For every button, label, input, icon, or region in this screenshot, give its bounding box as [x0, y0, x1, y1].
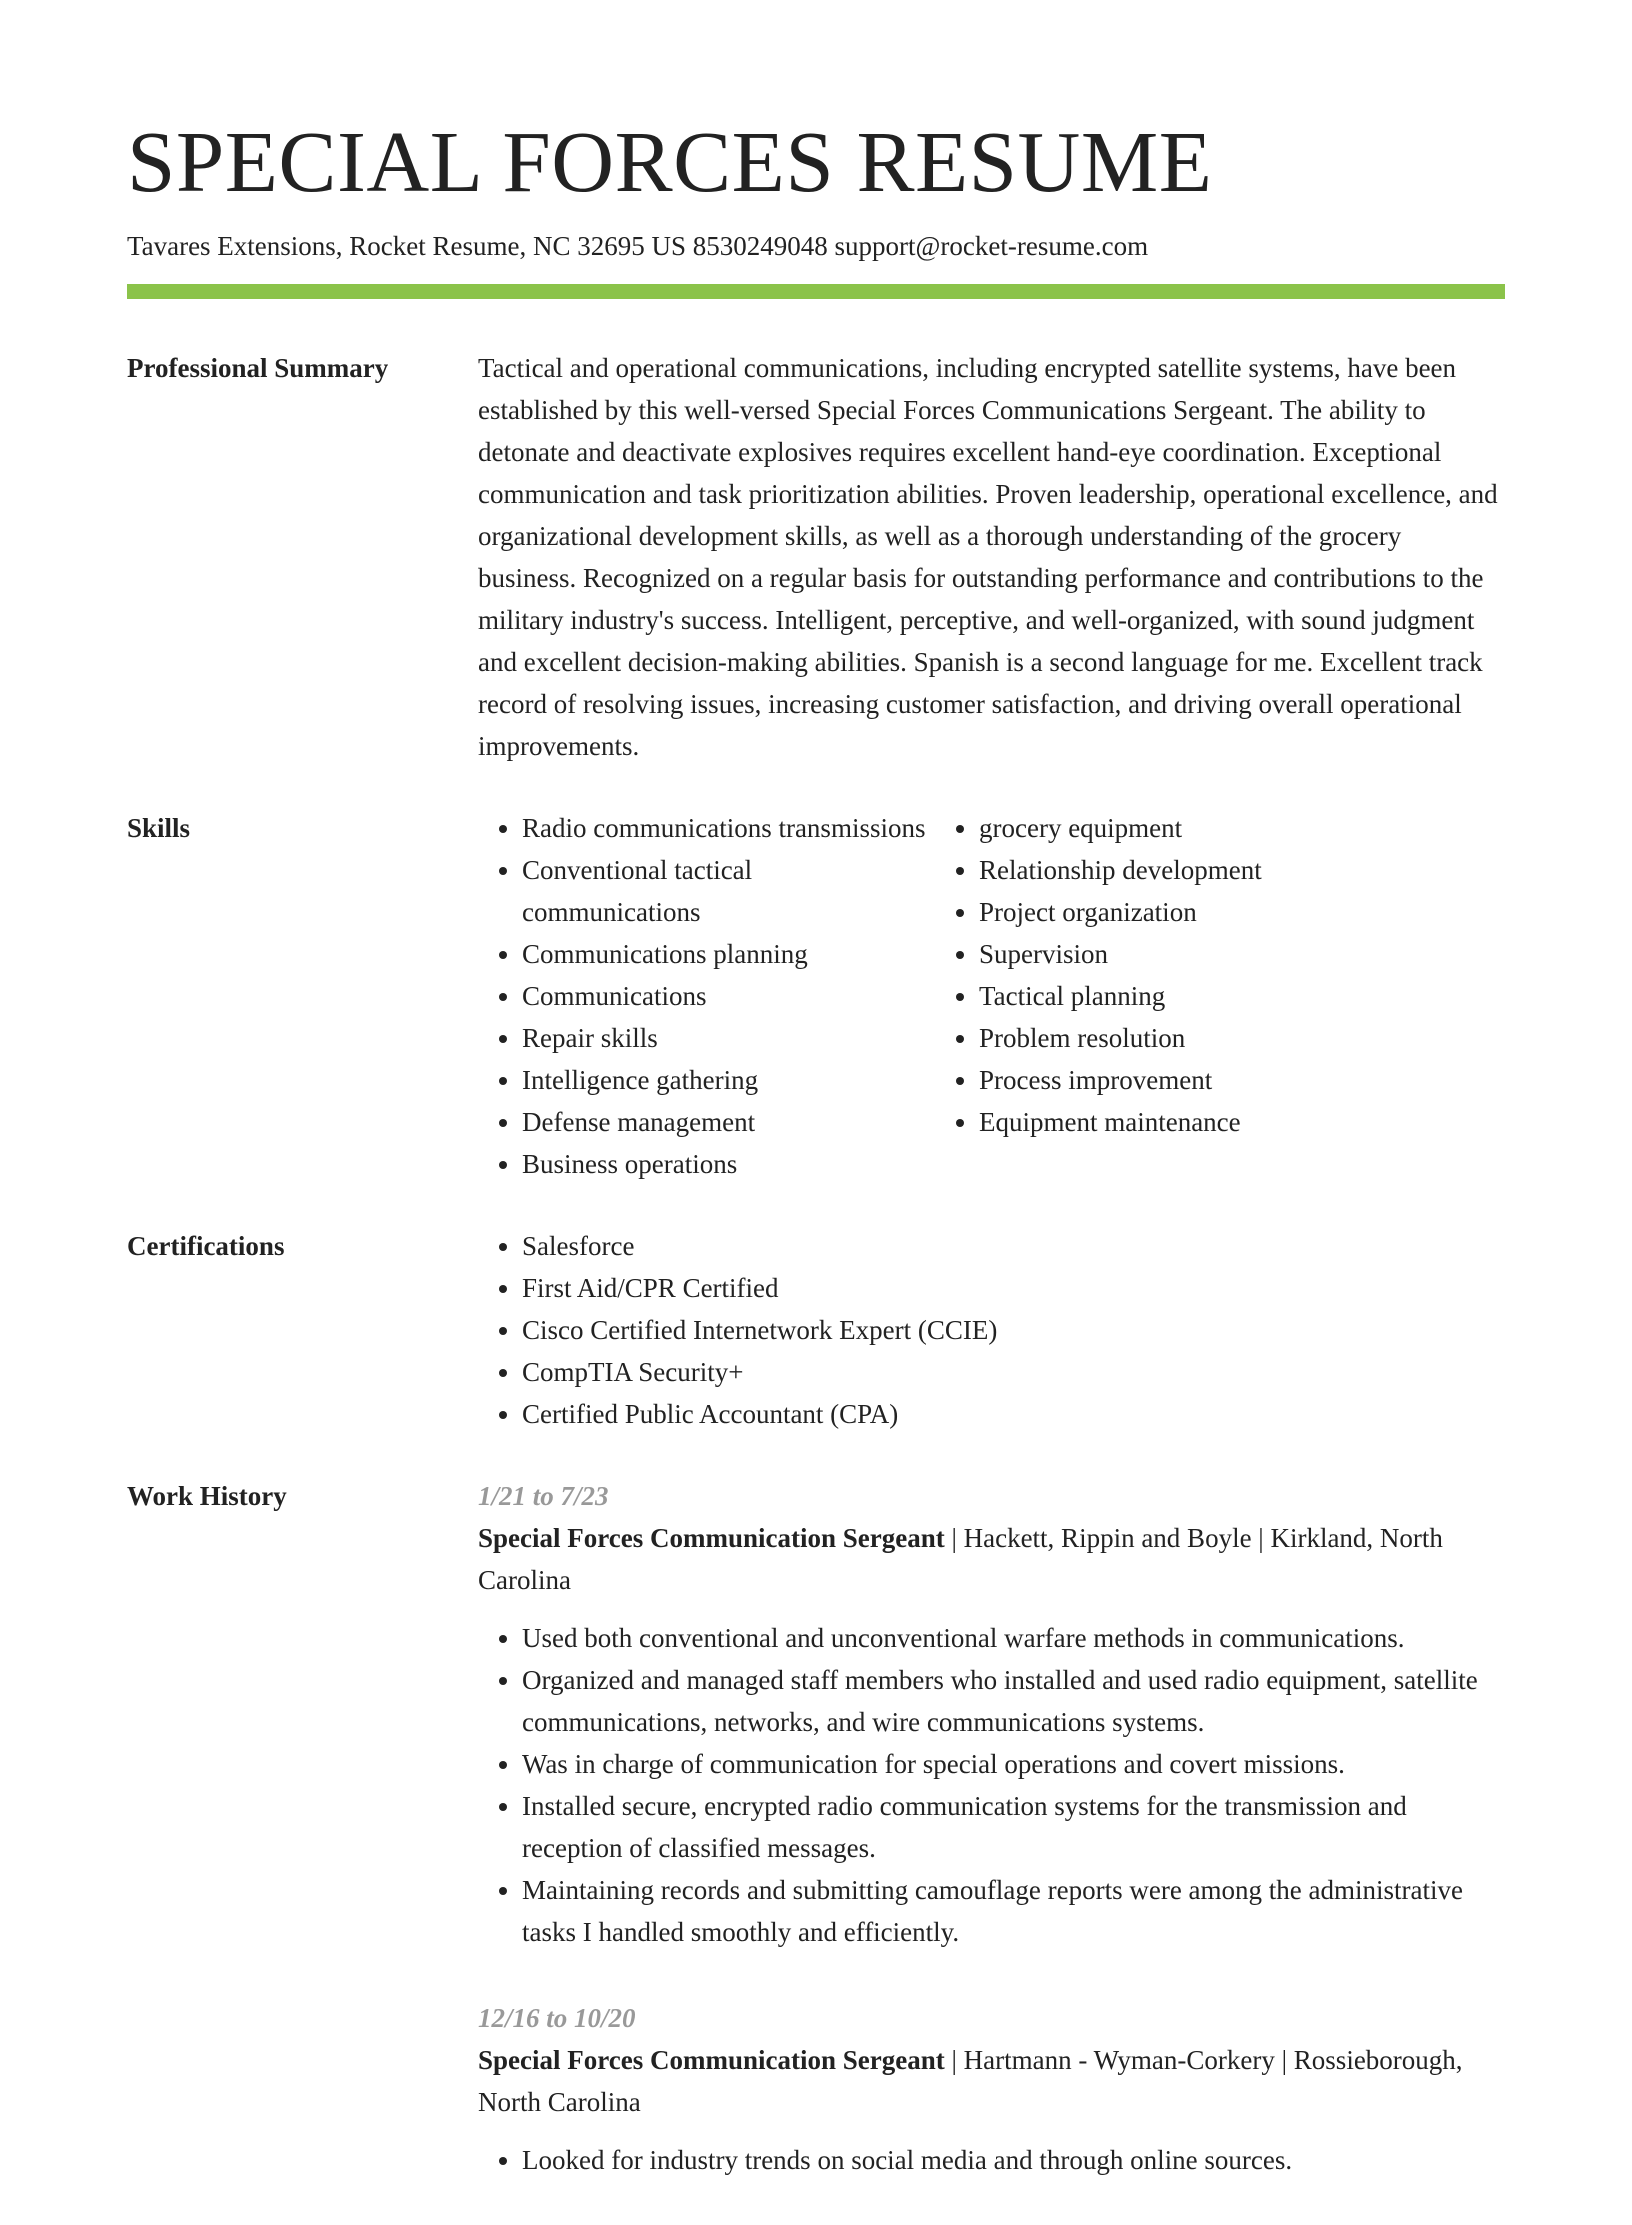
job-dates: 12/16 to 10/20 — [478, 2003, 636, 2034]
header-divider — [127, 284, 1505, 299]
skill-item: • Relationship development — [979, 849, 1262, 891]
skill-item: • Problem resolution — [979, 1017, 1262, 1059]
job-bullet: • Used both conventional and unconventional warfare methods in communications. — [522, 1617, 1505, 1659]
skill-item: • grocery equipment — [979, 807, 1262, 849]
skill-item: • Communications planning — [522, 933, 935, 975]
skill-item: • Defense management — [522, 1101, 935, 1143]
skill-item: • Supervision — [979, 933, 1262, 975]
certifications-section — [127, 1225, 1505, 1435]
summary-label: Professional Summary — [127, 353, 389, 384]
job-bullet: • Maintaining records and submitting camouflage reports were among the administrative tasks I handled smoothly and efficiently. — [522, 1869, 1505, 1953]
summary-section — [127, 347, 1505, 767]
contact-email: support@rocket-resume.com — [834, 231, 1149, 261]
skills-list-left — [478, 807, 935, 1185]
skill-item: • Project organization — [979, 891, 1262, 933]
job-role: Special Forces Communication Sergeant — [478, 2045, 945, 2076]
certifications-list — [478, 1225, 1505, 1435]
job-heading — [478, 1517, 1505, 1601]
certifications-label: Certifications — [127, 1231, 285, 1262]
resume-title: SPECIAL FORCES RESUME — [127, 113, 1213, 210]
certification-item: • Cisco Certified Internetwork Expert (CCIE) — [522, 1309, 1505, 1351]
skill-item: • Repair skills — [522, 1017, 935, 1059]
skills-label: Skills — [127, 813, 191, 844]
job-bullet: • Was in charge of communication for special operations and covert missions. — [522, 1743, 1505, 1785]
job-details: | Hartmann - Wyman-Corkery | Rossieborough, North Carolina — [478, 2045, 1463, 2118]
skill-item: • Business operations — [522, 1143, 935, 1185]
skill-item: • Conventional tactical communications — [522, 849, 935, 933]
certification-item: • Certified Public Accountant (CPA) — [522, 1393, 1505, 1435]
job-bullet: • Looked for industry trends on social media and through online sources. — [522, 2139, 1505, 2181]
skill-item: • Radio communications transmissions — [522, 807, 935, 849]
skills-list-right — [935, 807, 1262, 1185]
job-bullets — [478, 2139, 1505, 2181]
certification-item: • Salesforce — [522, 1225, 1505, 1267]
job-entry — [478, 1997, 1505, 2181]
skill-item: • Process improvement — [979, 1059, 1262, 1101]
contact-line — [127, 229, 1505, 264]
job-dates: 1/21 to 7/23 — [478, 1481, 609, 1512]
work-history-section — [127, 1475, 1505, 2225]
contact-phone: 8530249048 — [692, 231, 828, 261]
work-history-label: Work History — [127, 1481, 287, 1512]
skill-item: • Tactical planning — [979, 975, 1262, 1017]
job-entry — [478, 1475, 1505, 1953]
job-details: | Hackett, Rippin and Boyle | Kirkland, North Carolina — [478, 1523, 1443, 1596]
skill-item: • Intelligence gathering — [522, 1059, 935, 1101]
contact-address: Tavares Extensions, Rocket Resume, NC 32695 US — [127, 231, 687, 261]
job-role: Special Forces Communication Sergeant — [478, 1523, 945, 1554]
job-bullet: • Organized and managed staff members who installed and used radio equipment, satellite communications, networks, and wire communications systems. — [522, 1659, 1505, 1743]
job-bullets — [478, 1617, 1505, 1953]
skills-section — [127, 807, 1505, 1185]
skill-item: • Communications — [522, 975, 935, 1017]
job-heading — [478, 2039, 1505, 2123]
job-bullet: • Installed secure, encrypted radio communication systems for the transmission and reception of classified messages. — [522, 1785, 1505, 1869]
summary-text: Tactical and operational communications, including encrypted satellite systems, have been established by this well-versed Special Forces Communications Sergeant. The ability to detonate and deactivate explosives requires excellent hand-eye coordination. Exceptional communication and task prioritization abilities. Proven leadership, operational excellence, and organizational development skills, as well as a thorough understanding of the grocery business. Recognized on a regular basis for outstanding performance and contributions to the military industry's success. Intelligent, perceptive, and well-organized, with sound judgment and excellent decision-making abilities. Spanish is a second language for me. Excellent track record of resolving issues, increasing customer satisfaction, and driving overall operational improvements. — [478, 353, 1498, 762]
skill-item: • Equipment maintenance — [979, 1101, 1262, 1143]
certification-item: • First Aid/CPR Certified — [522, 1267, 1505, 1309]
certification-item: • CompTIA Security+ — [522, 1351, 1505, 1393]
